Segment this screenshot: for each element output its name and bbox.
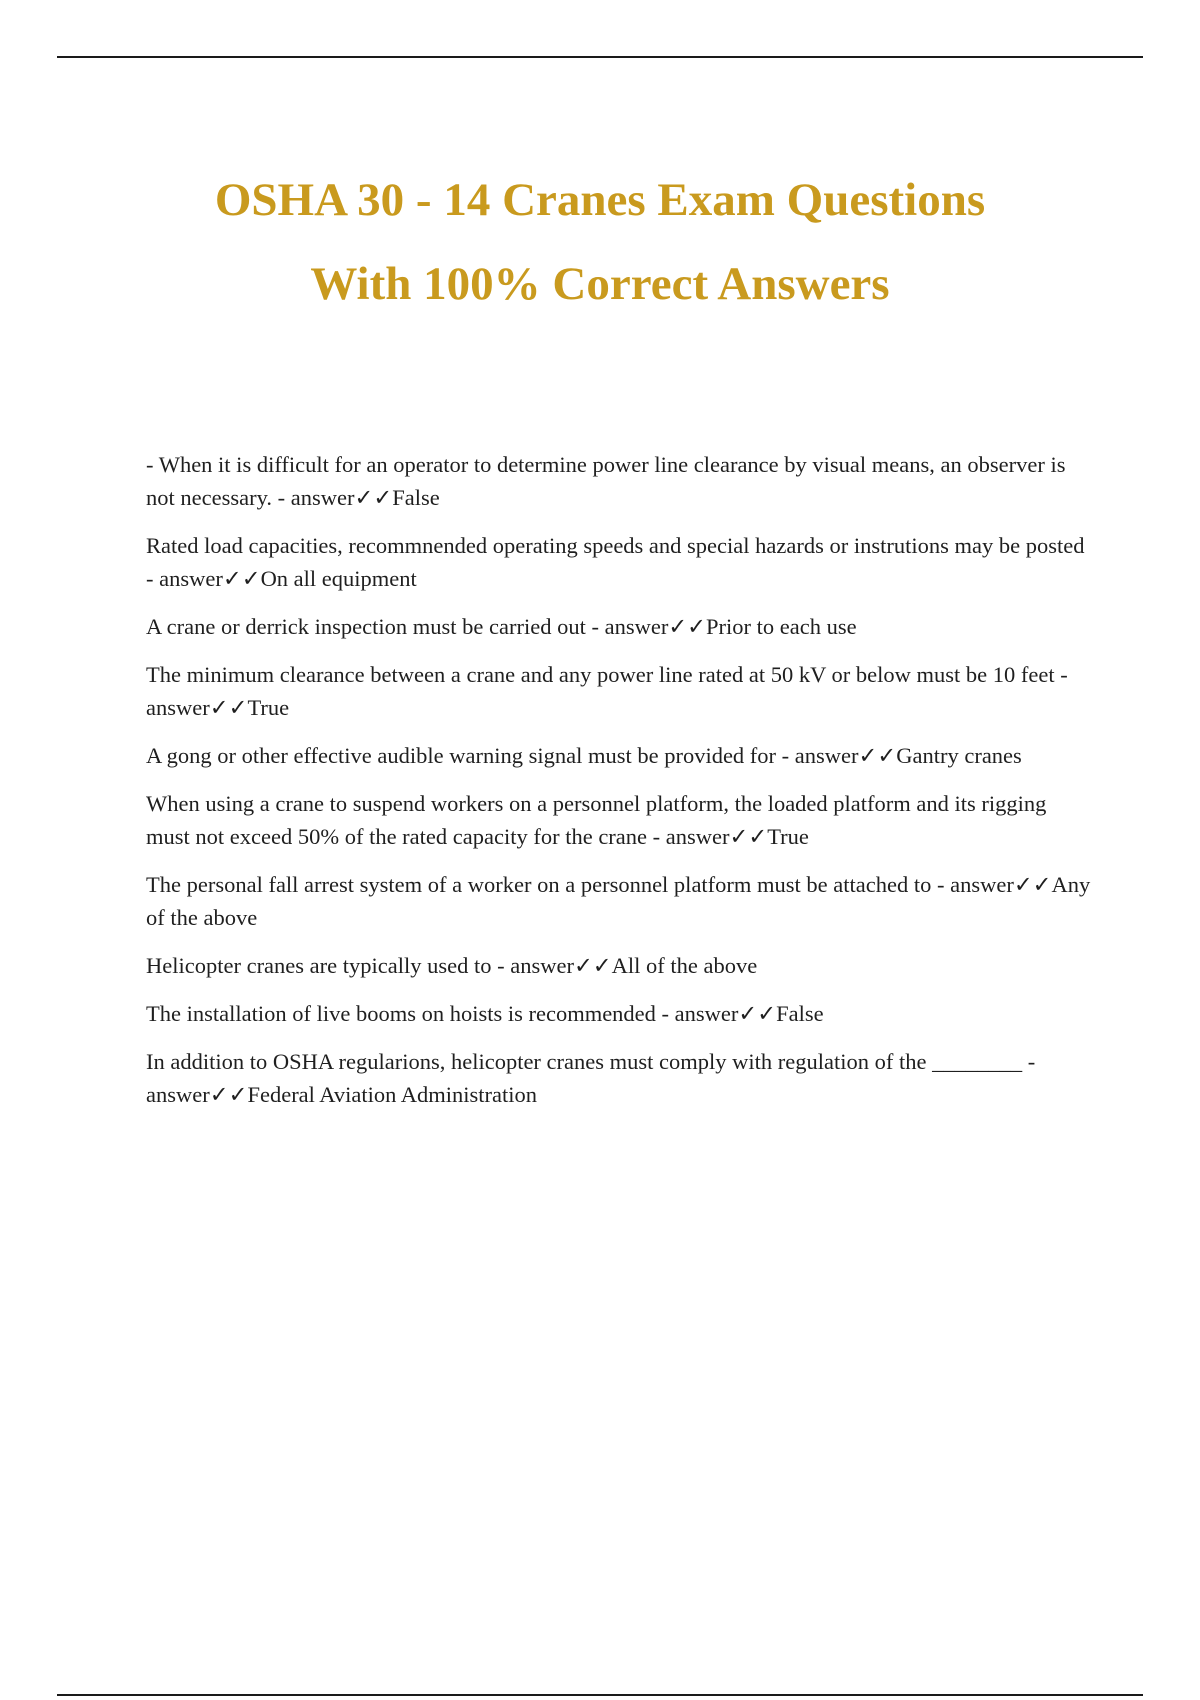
check-icon: ✓✓ [1013,872,1052,897]
question-text: Helicopter cranes are typically used to [146,953,492,978]
check-icon: ✓✓ [738,1001,777,1026]
answer-text: All of the above [611,953,758,978]
qa-item [146,448,1092,514]
answer-separator: - answer [585,614,669,639]
question-text: When using a crane to suspend workers on a personnel platform, the loaded platform and its rigging must not exceed 50% of the rated capacity for the crane [146,791,1047,849]
answer-text: Gantry cranes [896,743,1022,768]
question-text: The personal fall arrest system of a worker on a personnel platform must be attached to [146,872,932,897]
qa-item [146,610,1092,643]
qa-item [146,868,1092,934]
check-icon: ✓✓ [354,485,393,510]
qa-item [146,658,1092,724]
qa-item [146,949,1092,982]
question-text: - When it is difficult for an operator to determine power line clearance by visual means, an observer is not necessary. [146,452,1066,510]
check-icon: ✓✓ [222,566,261,591]
check-icon: ✓✓ [729,824,768,849]
question-text: Rated load capacities, recommnended operating speeds and special hazards or instrutions may be posted [146,533,1085,558]
answer-separator: - answer [272,485,355,510]
document-title [0,158,1200,326]
answer-text: True [767,824,809,849]
answer-separator: - answer [931,872,1014,897]
answer-separator: - answer [776,743,859,768]
qa-item [146,529,1092,595]
answer-separator: - answer [647,824,730,849]
check-icon: ✓✓ [573,953,612,978]
answer-separator: - answer [146,1049,1036,1107]
qa-item [146,1045,1092,1111]
answer-text: False [392,485,440,510]
qa-list [146,448,1092,1126]
answer-separator: - answer [491,953,574,978]
check-icon: ✓✓ [209,695,248,720]
qa-item [146,739,1092,772]
answer-text: False [776,1001,824,1026]
question-text: In addition to OSHA regularions, helicopter cranes must comply with regulation of the ________ [146,1049,1023,1074]
answer-text: Any of the above [146,872,1091,930]
title-line-1: OSHA 30 - 14 Cranes Exam Questions [214,174,986,226]
answer-separator: - answer [655,1001,739,1026]
top-rule [57,56,1143,58]
answer-text: Federal Aviation Administration [247,1082,537,1107]
answer-separator: - answer [146,566,223,591]
check-icon: ✓✓ [668,614,707,639]
answer-text: True [247,695,290,720]
check-icon: ✓✓ [209,1082,248,1107]
title-line-2: With 100% Correct Answers [310,258,890,310]
question-text: The minimum clearance between a crane and any power line rated at 50 kV or below must be 10 feet [146,662,1055,687]
question-text: The installation of live booms on hoists is recommended [146,1001,656,1026]
qa-item [146,997,1092,1030]
check-icon: ✓✓ [858,743,897,768]
qa-item [146,787,1092,853]
bottom-rule [57,1694,1143,1696]
question-text: A crane or derrick inspection must be carried out [146,614,586,639]
answer-text: Prior to each use [706,614,857,639]
question-text: A gong or other effective audible warning signal must be provided for [146,743,777,768]
answer-separator: - answer [146,662,1068,720]
answer-text: On all equipment [260,566,417,591]
